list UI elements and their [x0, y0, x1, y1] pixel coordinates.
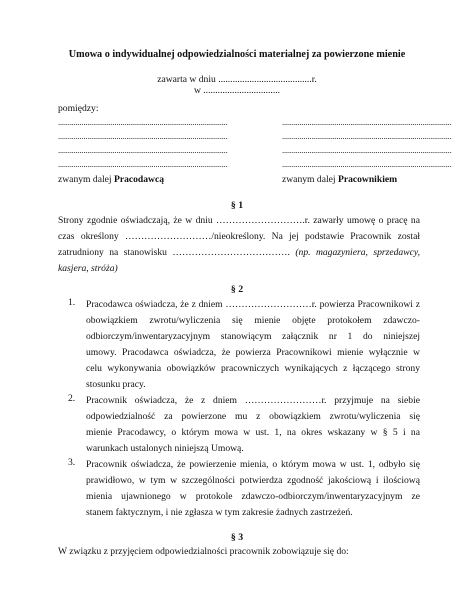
paragraph-line: czas określony ………………………/nieokreślony. Na jej podstawie Pracownik został — [58, 231, 420, 242]
paragraph-line: Strony zgodnie oświadczają, że w dniu ……………………….r. zawarły umowę o pracę na — [58, 215, 420, 226]
paragraph-line: warunkach ustalonych niniejszą Umową. — [86, 443, 244, 454]
section-2-item-1 — [86, 297, 420, 393]
paragraph-line: odpowiedzialność za powierzone mu z obowiązkiem zwrotu/wyliczenia się — [86, 411, 420, 422]
employer-dotted-line: ....................................................................................... — [58, 131, 228, 141]
paragraph-line: mienie Pracodawcy, o którym mowa w ust. 1, na okres wskazany w § 5 i na — [86, 427, 420, 438]
paragraph-line: mienia ujawnionego w protokole zdawczo-odbiorczym/inwentaryzacyjnym ze — [86, 491, 420, 502]
paragraph-line: umowy. Pracodawca oświadcza, że powierza Pracownikowi mienie wyłącznie w — [86, 347, 420, 358]
section-3-intro: W związku z przyjęciem odpowiedzialności pracownik zobowiązuje się do: — [58, 546, 349, 557]
section-3-heading: § 3 — [230, 532, 244, 543]
employee-dotted-line: ....................................................................................... — [282, 117, 452, 127]
paragraph-line: odbiorczym/inwentaryzacyjnym stanowiącym załącznik nr 1 do niniejszej — [86, 331, 420, 342]
paragraph-line: Pracownik oświadcza, że powierzenie mienia, o którym mowa w ust. 1, odbyło się — [86, 459, 420, 470]
employee-dotted-line: ....................................................................................... — [282, 159, 452, 169]
employee-label: zwanym dalej Pracownikiem — [282, 174, 398, 185]
section-2-item-2 — [86, 393, 420, 457]
paragraph-line: Pracodawca oświadcza, że z dniem ………………………r. powierza Pracownikowi z — [86, 299, 420, 310]
employer-dotted-line: ....................................................................................... — [58, 159, 228, 169]
paragraph-line: stanem faktycznym, i nie zgłasza w tym zakresie żadnych zastrzeżeń. — [86, 507, 353, 518]
paragraph-line: stosunku pracy. — [86, 379, 146, 390]
paragraph-line: zatrudniony na stanowisku ………………………………. (np. magazyniera, sprzedawcy, — [58, 247, 420, 258]
section-1-paragraph — [58, 213, 420, 277]
paragraph-line: celu wykonywania obowiązków pracowniczych wynikających z łączącego strony — [86, 363, 420, 374]
section-2-heading: § 2 — [230, 284, 244, 295]
document-title: Umowa o indywidualnej odpowiedzialności materialnej za powierzone mienie — [68, 49, 406, 60]
paragraph-line: Pracownik oświadcza, że z dniem ……………………r. przyjmuje na siebie — [86, 395, 420, 406]
item-number: 2. — [68, 393, 76, 404]
employer-name: Pracodawcą — [113, 174, 165, 185]
paragraph-line: kasjera, stróża) — [58, 263, 118, 274]
section-2-item-3 — [86, 457, 420, 521]
employee-name: Pracownikiem — [337, 174, 398, 185]
employee-dotted-line: ....................................................................................... — [282, 131, 452, 141]
employer-dotted-line: ....................................................................................... — [58, 145, 228, 155]
item-number: 1. — [68, 297, 76, 308]
paragraph-line: prawidłowo, w tym w szczególności potwierdza zgodność jakościową i ilościową — [86, 475, 420, 486]
item-number: 3. — [68, 457, 76, 468]
concluded-place-line: w ................................ — [193, 85, 281, 96]
paragraph-line: obowiązkiem zwrotu/wyliczenia się mienie objęte protokołem zdawczo- — [86, 315, 420, 326]
section-1-heading: § 1 — [230, 200, 244, 211]
employer-dotted-line: ....................................................................................... — [58, 117, 228, 127]
employer-label: zwanym dalej Pracodawcą — [58, 174, 165, 185]
between-label: pomiędzy: — [58, 103, 99, 114]
concluded-date-line: zawarta w dniu .......................................r. — [157, 74, 317, 85]
employee-dotted-line: ....................................................................................... — [282, 145, 452, 155]
